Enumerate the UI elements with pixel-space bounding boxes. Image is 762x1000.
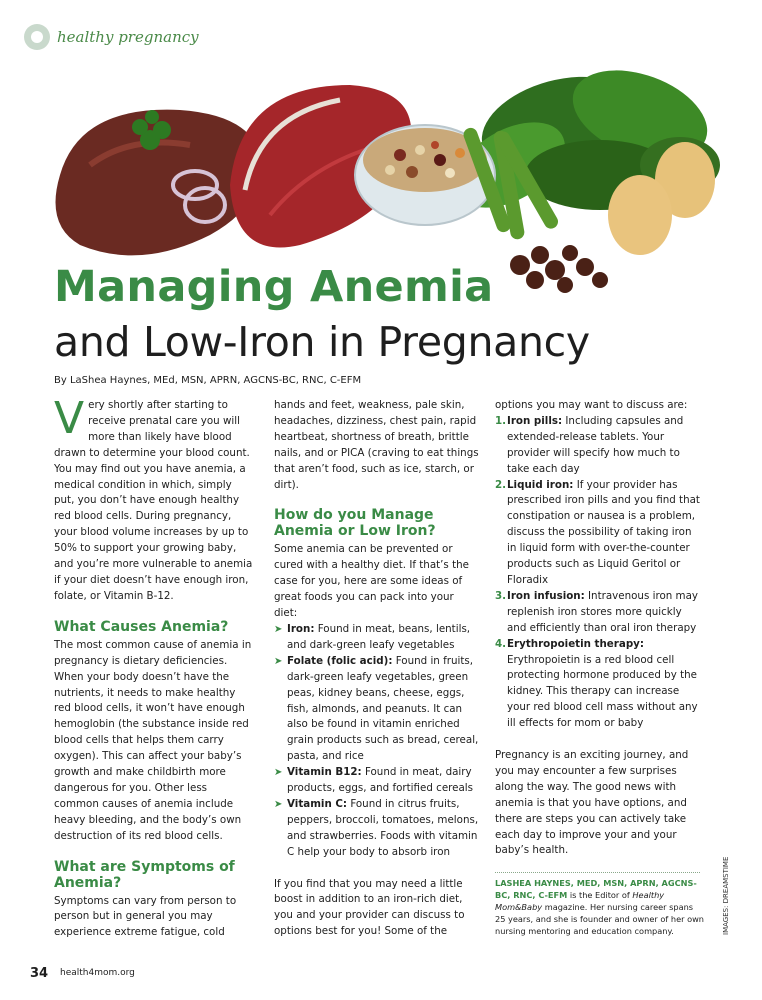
symptoms-continued: hands and feet, weakness, pale skin, headaches, dizziness, chest pain, rapid heartbeat, shortness of breath, brittle nails, and or PICA (craving to eat things that aren’t food, such as ice, starch, or dirt). bbox=[274, 399, 479, 491]
heading-symptoms: What are Symptoms of Anemia? bbox=[54, 858, 235, 891]
list-item: 4. Erythropoietin therapy: Erythropoietin is a red blood cell protecting hormone produced by the kidney. This therapy can increase your red blood cell mass without any ill effects for mom or baby bbox=[495, 637, 698, 730]
list-item: ➤ Vitamin C: Found in citrus fruits, peppers, broccoli, tomatoes, melons, and strawberries. Foods with vitamin C help your body to absorb iron bbox=[274, 797, 479, 858]
list-item: ➤ Folate (folic acid): Found in fruits, dark-green leafy vegetables, green peas, kidney beans, cheese, eggs, fish, almonds, and peanuts. It can also be found in vitamin enriched grain products such as bread, cereal, pasta, and rice bbox=[274, 654, 479, 763]
article-title-line2: and Low-Iron in Pregnancy bbox=[54, 318, 590, 366]
arrow-icon: ➤ bbox=[274, 798, 283, 810]
arrow-icon: ➤ bbox=[274, 767, 283, 779]
author-bio: LASHEA HAYNES, MED, MSN, APRN, AGCNS-BC, RNC, C-EFM is the Editor of Healthy Mom&Baby magazine. Her nursing career spans 25 years, and she is founder and owner of her own nursing mentoring and education company. bbox=[495, 878, 704, 936]
list-item: 3. Iron infusion: Intravenous iron may replenish iron stores more quickly and efficiently than oral iron therapy bbox=[495, 589, 698, 634]
manage-paragraph: Some anemia can be prevented or cured with a healthy diet. If that’s the case for you, here are some ideas of great foods you can pack into your diet: bbox=[274, 543, 469, 620]
list-item: 2. Liquid iron: If your provider has prescribed iron pills and you find that constipation or nausea is a problem, discuss the possibility of taking iron in liquid form with over-the-counter products such as Liquid Geritol or Floradix bbox=[495, 478, 700, 586]
section-logo-icon bbox=[24, 24, 50, 50]
foods-list bbox=[274, 622, 479, 861]
page-number: 34 bbox=[30, 966, 49, 981]
raisins-icon bbox=[510, 245, 608, 293]
byline: By LaShea Haynes, MEd, MSN, APRN, AGCNS-BC, RNC, C-EFM bbox=[54, 375, 362, 386]
dropcap: V bbox=[54, 393, 85, 444]
article-title-line1: Managing Anemia bbox=[54, 262, 494, 312]
image-credit: IMAGES: DREAMSTIME bbox=[722, 856, 730, 935]
closing-paragraph: Pregnancy is an exciting journey, and you may encounter a few surprises along the way. The good news with anemia is that you have options, and there are steps you can actively take each day to improve your and your baby’s health. bbox=[495, 749, 689, 857]
column-2 bbox=[274, 398, 479, 940]
causes-paragraph: The most common cause of anemia in pregnancy is dietary deficiencies. When your body doesn’t have the nutrients, it needs to make healthy red blood cells, it won’t have enough hemoglobin (the substance inside red blood cells that helps them carry oxygen). This can affect your baby’s growth and make childbirth more dangerous for you. Other less common causes of anemia include heavy bleeding, and the body’s own destruction of its red blood cells. bbox=[54, 638, 252, 842]
arrow-icon: ➤ bbox=[274, 655, 283, 667]
heading-causes: What Causes Anemia? bbox=[54, 618, 229, 635]
site-url: health4mom.org bbox=[60, 968, 135, 978]
list-item: ➤ Iron: Found in meat, beans, lentils, and dark-green leafy vegetables bbox=[274, 622, 471, 651]
section-label: healthy pregnancy bbox=[57, 28, 199, 46]
intro-paragraph: Very shortly after starting to receive prenatal care you will more than likely have blood drawn to determine your blood count. You may find out you have anemia, a medical condition in which, simply put, you don’t have enough healthy red blood cells. During pregnancy, your blood volume increases by up to 50% to support your growing baby, and you’re more vulnerable to anemia if your diet doesn’t have enough iron, folate, or Vitamin B-12. bbox=[54, 393, 253, 602]
heading-manage: How do you Manage Anemia or Low Iron? bbox=[274, 507, 436, 540]
column-3 bbox=[495, 398, 700, 859]
bio-divider bbox=[495, 872, 700, 873]
column-1 bbox=[54, 393, 254, 941]
arrow-icon: ➤ bbox=[274, 623, 283, 635]
symptoms-paragraph: Symptoms can vary from person to person but in general you may experience extreme fatigue, cold bbox=[54, 894, 237, 939]
boost-paragraph: If you find that you may need a little boost in addition to an iron-rich diet, you and your provider can discuss to options best for you! Some of the bbox=[274, 877, 465, 938]
options-intro: options you may want to discuss are: bbox=[495, 399, 688, 411]
options-list bbox=[495, 414, 700, 732]
list-item: 1. Iron pills: Including capsules and extended-release tablets. Your provider will specify how much to take each day bbox=[495, 414, 684, 475]
list-item: ➤ Vitamin B12: Found in meat, dairy products, eggs, and fortified cereals bbox=[274, 766, 474, 795]
